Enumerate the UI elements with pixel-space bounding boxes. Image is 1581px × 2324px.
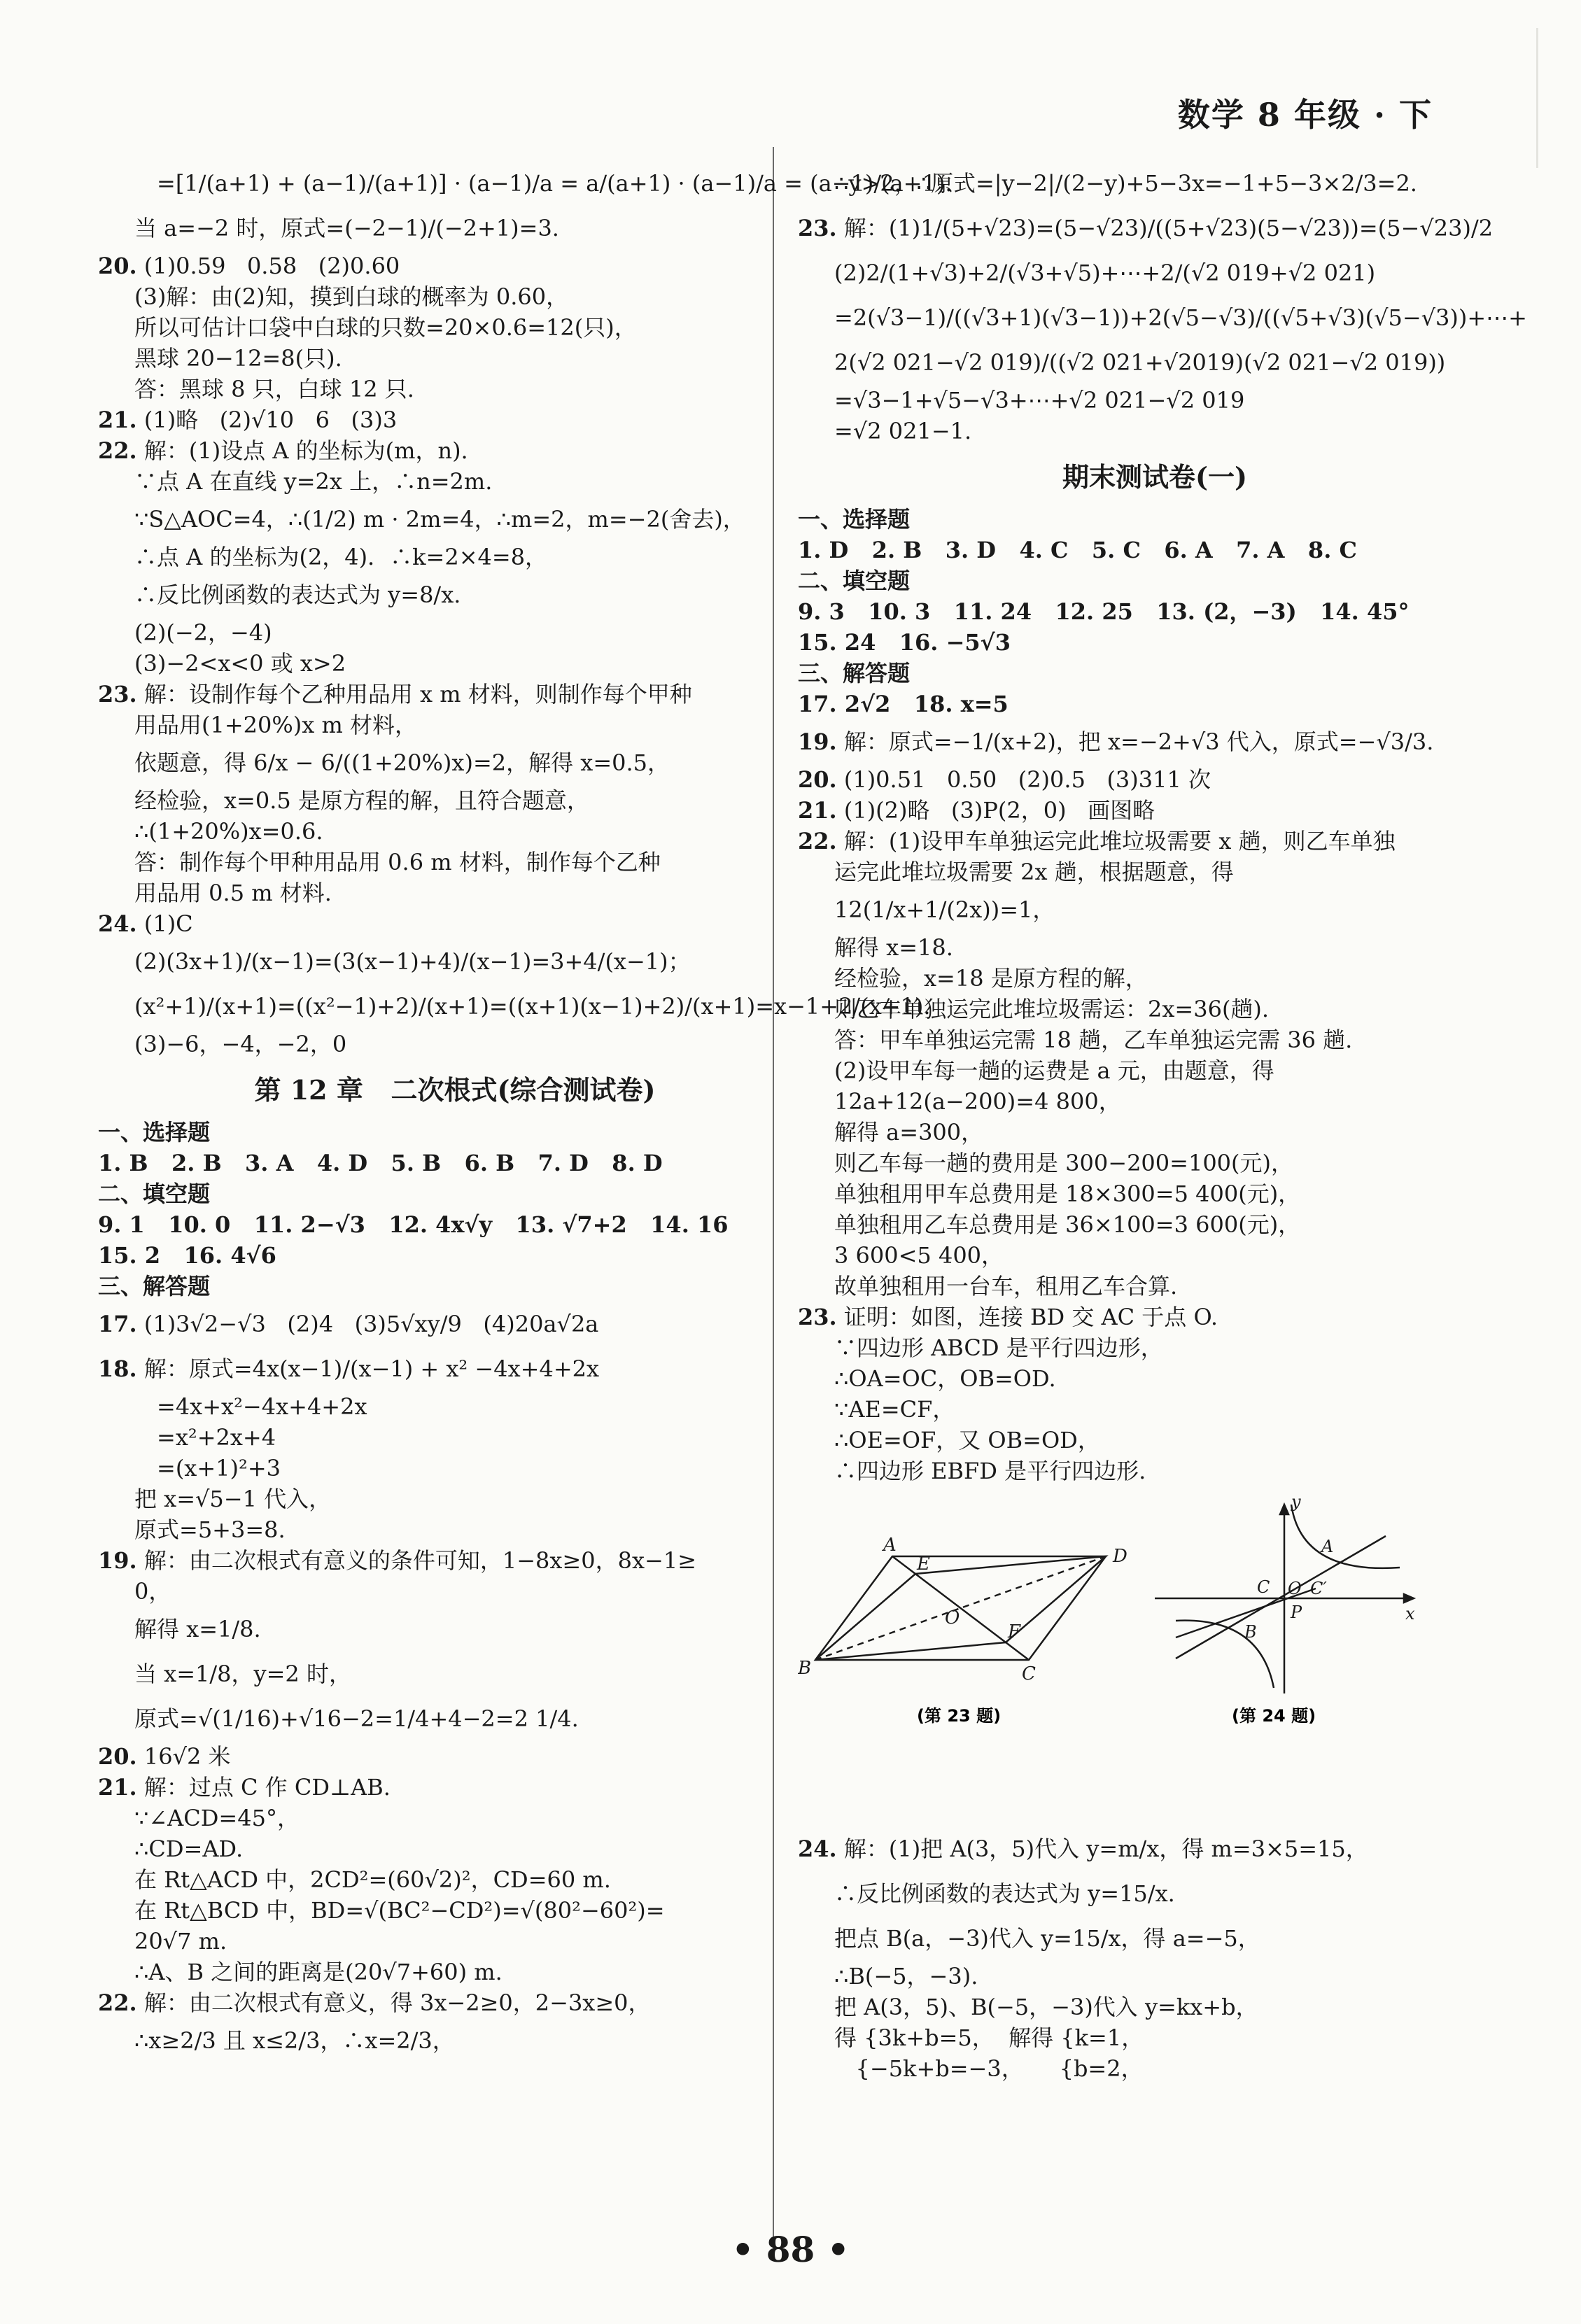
- question-number: 22.: [98, 437, 137, 464]
- text-line: [798, 1148, 1512, 1178]
- line-text: =(x+1)²+3: [157, 1455, 281, 1481]
- line-text: 所以可估计口袋中白球的只数=20×0.6=12(只)，: [134, 314, 637, 341]
- text-line: [798, 1178, 1512, 1209]
- text-line: [98, 435, 812, 466]
- line-text: 当 a=−2 时，原式=(−2−1)/(−2+1)=3.: [134, 215, 559, 241]
- text-line: [98, 1926, 812, 1957]
- line-text: 解：设制作每个乙种用品用 x m 材料，则制作每个甲种: [143, 681, 692, 707]
- line-text: ∴反比例函数的表达式为 y=8/x.: [134, 582, 461, 608]
- question-number: 22.: [98, 1990, 137, 2016]
- line-text: ∵S△AOC=4，∴(1/2) m · 2m=4，∴m=2，m=−2(舍去)，: [134, 506, 745, 533]
- line-text: 故单独租用一台车，租用乙车合算.: [834, 1273, 1178, 1300]
- text-line: [98, 542, 812, 572]
- line-text: =2(√3−1)/((√3+1)(√3−1))+2(√5−√3)/((√5+√3)(√5−√3))+⋯+: [834, 304, 1527, 331]
- figure-row: [798, 1498, 1512, 1826]
- text-line: [798, 1394, 1512, 1425]
- text-line: [798, 295, 1527, 340]
- text-line: [798, 1871, 1512, 1916]
- line-text: 黑球 20−12=8(只).: [134, 345, 342, 372]
- line-ab: [1176, 1536, 1386, 1659]
- line-text: 解：由二次根式有意义的条件可知，1−8x≥0，8x−1≥: [143, 1547, 696, 1574]
- line-text: 答：黑球 8 只，白球 12 只.: [134, 376, 414, 402]
- line-text: ∴OA=OC，OB=OD.: [834, 1365, 1056, 1392]
- line-text: 12(1/x+1/(2x))=1，: [834, 896, 1055, 923]
- text-line: [798, 1332, 1512, 1363]
- page-number: • 88 •: [731, 2229, 850, 2270]
- text-line: [98, 1240, 812, 1271]
- line-text: ∴反比例函数的表达式为 y=15/x.: [834, 1880, 1175, 1907]
- line-text: 解：由二次根式有意义，得 3x−2≥0，2−3x≥0，: [143, 1990, 651, 2016]
- text-line: [798, 1024, 1512, 1055]
- line-text: 把 A(3，5)、B(−5，−3)代入 y=kx+b，: [834, 1994, 1258, 2020]
- line-text: 2(√2 021−√2 019)/((√2 021+√2019)(√2 021−√2 019)): [834, 349, 1446, 376]
- line-text: 20√7 m.: [134, 1928, 227, 1955]
- text-line: [98, 984, 931, 1029]
- line-text: =[1/(a+1) + (a−1)/(a+1)] · (a−1)/a = a/(a+1) · (a−1)/a = (a−1)/(a+1).: [157, 170, 953, 197]
- line-text: 第 12 章 二次根式(综合测试卷): [254, 1074, 656, 1106]
- line-text: 当 x=1/8，y=2 时，: [134, 1661, 351, 1687]
- line-text: 一、选择题: [798, 506, 911, 533]
- line-text: {−5k+b=−3， {b=2，: [834, 2055, 1144, 2082]
- text-line: [98, 1422, 812, 1453]
- line-text: (1)C: [143, 910, 193, 937]
- line-text: ∵AE=CF，: [834, 1396, 955, 1423]
- line-text: =4x+x²−4x+4+2x: [157, 1393, 367, 1420]
- line-text: 15. 24 16. −5√3: [798, 629, 1011, 656]
- line-text: 解：(1)设甲车单独运完此堆垃圾需要 x 趟，则乙车单独: [843, 828, 1396, 854]
- line-text: 二、填空题: [98, 1181, 211, 1207]
- text-line: [798, 963, 1512, 994]
- text-line: [798, 1086, 1512, 1117]
- page-header: 数学 8 年级 · 下: [1177, 96, 1433, 134]
- text-line: [98, 1957, 812, 1987]
- line-text: (1)(2)略 (3)P(2，0) 画图略: [843, 797, 1155, 824]
- line-text: 三、解答题: [98, 1273, 211, 1300]
- fig24-label-y: y: [1291, 1498, 1301, 1512]
- line-text: ∵四边形 ABCD 是平行四边形，: [834, 1334, 1163, 1361]
- line-text: 单独租用乙车总费用是 36×100=3 600(元)，: [834, 1211, 1301, 1238]
- text-line: [798, 206, 1512, 251]
- question-number: 19.: [798, 728, 837, 755]
- line-text: 16√2 米: [143, 1743, 231, 1770]
- line-text: 解：(1)设点 A 的坐标为(m，n).: [143, 437, 468, 464]
- text-line: [98, 1864, 812, 1895]
- line-text: ∴CD=AD.: [134, 1836, 244, 1862]
- diagonal-ac: [892, 1556, 1029, 1660]
- line-text: 解：原式=4x(x−1)/(x−1) + x² −4x+4+2x: [143, 1355, 600, 1382]
- line-text: (1)0.51 0.50 (2)0.5 (3)311 次: [843, 766, 1211, 793]
- line-text: 12a+12(a−200)=4 800，: [834, 1088, 1121, 1115]
- text-line: [798, 1240, 1512, 1271]
- text-line: [798, 2022, 1512, 2053]
- text-line: [98, 1209, 812, 1240]
- fig24-label-p: P: [1291, 1603, 1302, 1622]
- line-text: 用品用(1+20%)x m 材料，: [134, 712, 418, 738]
- fig23-caption: (第 23 题): [917, 1706, 1002, 1726]
- text-line: [98, 648, 812, 679]
- question-number: 23.: [98, 681, 137, 707]
- text-line: [98, 404, 812, 435]
- text-line: [798, 1916, 1512, 1961]
- line-text: =√3−1+√5−√3+⋯+√2 021−√2 019: [834, 387, 1245, 414]
- line-text: 0，: [134, 1578, 171, 1605]
- text-line: [98, 679, 812, 710]
- text-line: [798, 887, 1512, 932]
- text-line: [798, 1055, 1512, 1086]
- text-line: [98, 1576, 812, 1607]
- line-text: (2)(3x+1)/(x−1)=(3(x−1)+4)/(x−1)=3+4/(x−1)；: [134, 948, 691, 975]
- text-line: [98, 908, 812, 939]
- line-text: 期末测试卷(一): [1062, 461, 1247, 493]
- line-text: 1. D 2. B 3. D 4. C 5. C 6. A 7. A 8. C: [798, 537, 1357, 563]
- text-line: [98, 497, 812, 542]
- text-line: [98, 374, 812, 404]
- text-line: [798, 689, 1512, 719]
- line-text: (2)设甲车每一趟的运费是 a 元，由题意，得: [834, 1057, 1274, 1084]
- line-text: ∴点 A 的坐标为(2，4)．∴k=2×4=8，: [134, 544, 548, 570]
- line-text: 17. 2√2 18. x=5: [798, 691, 1009, 717]
- text-line: [798, 340, 1512, 385]
- question-number: 24.: [798, 1836, 837, 1862]
- text-line: [98, 466, 812, 497]
- scan-edge: [1536, 28, 1538, 168]
- text-line: [798, 565, 1512, 596]
- line-text: 3 600<5 400，: [834, 1242, 1004, 1269]
- fig23-label-f: F: [1008, 1621, 1021, 1642]
- text-line: [798, 795, 1512, 826]
- line-text: (3)−6，−4，−2，0: [134, 1031, 347, 1057]
- text-line: [98, 1803, 812, 1833]
- line-text: ∴A、B 之间的距离是(20√7+60) m.: [134, 1959, 503, 1985]
- line-text: 解得 a=300，: [834, 1119, 984, 1146]
- line-text: 9. 1 10. 0 11. 2−√3 12. 4x√y 13. √7+2 14. 16: [98, 1211, 729, 1238]
- text-line: [98, 1652, 812, 1696]
- text-line: [98, 847, 812, 878]
- text-line: [98, 1029, 812, 1059]
- text-line: [798, 1302, 1512, 1332]
- text-line: [798, 1425, 1512, 1456]
- line-text: 在 Rt△BCD 中，BD=√(BC²−CD²)=√(80²−60²)=: [134, 1897, 665, 1924]
- line-text: (3)−2<x<0 或 x>2: [134, 650, 346, 677]
- text-line: [98, 1696, 812, 1741]
- line-text: ∵∠ACD=45°，: [134, 1805, 300, 1831]
- text-line: [98, 1607, 812, 1652]
- line-text: 单独租用甲车总费用是 18×300=5 400(元)，: [834, 1181, 1301, 1207]
- fig24-label-o: O: [1288, 1579, 1302, 1598]
- text-line: [98, 617, 812, 648]
- line-text: 二、填空题: [798, 568, 911, 594]
- text-line: [798, 1456, 1512, 1486]
- right-column: [798, 161, 1527, 2084]
- fig23-label-b: B: [798, 1658, 812, 1679]
- text-line: [98, 1545, 812, 1576]
- line-text: (x²+1)/(x+1)=((x²−1)+2)/(x+1)=((x+1)(x−1)+2)/(x+1)=x−1+2/(x+1).: [134, 993, 931, 1020]
- text-line: [798, 932, 1512, 963]
- fig24-label-a: A: [1321, 1537, 1334, 1556]
- question-number: 22.: [798, 828, 837, 854]
- line-text: 答：制作每个甲种用品用 0.6 m 材料，制作每个乙种: [134, 849, 661, 875]
- text-line: [798, 1826, 1512, 1871]
- text-line: [798, 719, 1512, 764]
- line-text: ∴四边形 EBFD 是平行四边形.: [834, 1458, 1146, 1484]
- line-text: 经检验，x=18 是原方程的解，: [834, 965, 1148, 992]
- text-line: [98, 816, 812, 847]
- text-line: [98, 1514, 812, 1545]
- text-line: [98, 1484, 812, 1514]
- line-text: 解得 x=1/8.: [134, 1616, 261, 1642]
- question-number: 20.: [98, 253, 137, 279]
- line-text: 一、选择题: [98, 1119, 211, 1146]
- text-line: [798, 161, 1512, 206]
- text-line: [798, 385, 1512, 416]
- text-line: [98, 785, 812, 816]
- text-line: [798, 1117, 1512, 1148]
- line-text: =x²+2x+4: [157, 1424, 276, 1451]
- question-number: 24.: [98, 910, 137, 937]
- fig24-caption: (第 24 题): [1232, 1706, 1316, 1726]
- question-number: 23.: [798, 1304, 837, 1330]
- line-text: =√2 021−1.: [834, 418, 972, 444]
- line-text: 得 {3k+b=5， 解得 {k=1，: [834, 2024, 1144, 2051]
- question-number: 18.: [98, 1355, 137, 1382]
- question-number: 20.: [98, 1743, 137, 1770]
- fig24-label-b: B: [1244, 1622, 1257, 1642]
- text-line: [798, 1961, 1512, 1992]
- line-text: 解：原式=−1/(x+2)，把 x=−2+√3 代入，原式=−√3/3.: [843, 728, 1434, 755]
- text-line: [98, 251, 812, 281]
- text-line: [98, 1148, 812, 1178]
- line-text: 解：(1)1/(5+√23)=(5−√23)/((5+√23)(5−√23))=(5−√23)/2: [843, 215, 1494, 241]
- line-text: 原式=√(1/16)+√16−2=1/4+4−2=2 1/4.: [134, 1705, 579, 1732]
- text-line: [98, 710, 812, 740]
- text-line: [98, 1987, 812, 2018]
- text-line: [98, 1178, 812, 1209]
- fig24-label-c-prime: C′: [1310, 1579, 1327, 1598]
- question-number: 19.: [98, 1547, 137, 1574]
- line-text: 运完此堆垃圾需要 2x 趟，根据题意，得: [834, 859, 1234, 885]
- line-text: ∴OE=OF，又 OB=OD，: [834, 1427, 1100, 1453]
- text-line: [98, 161, 953, 206]
- text-line: [98, 939, 812, 984]
- fig23-label-a: A: [883, 1535, 897, 1556]
- line-text: 9. 3 10. 3 11. 24 12. 25 13. (2，−3) 14. 45°: [798, 598, 1410, 625]
- line-text: (2)2/(1+√3)+2/(√3+√5)+⋯+2/(√2 019+√2 021): [834, 260, 1376, 286]
- line-text: 1. B 2. B 3. A 4. D 5. B 6. B 7. D 8. D: [98, 1150, 663, 1176]
- text-line: [798, 446, 1512, 504]
- line-text: 答：甲车单独运完需 18 趟，乙车单独运完需 36 趟.: [834, 1027, 1353, 1053]
- text-line: [798, 251, 1512, 295]
- text-line: [98, 1302, 812, 1346]
- line-text: ∴(1+20%)x=0.6.: [134, 818, 323, 845]
- line-text: 三、解答题: [798, 660, 911, 686]
- line-text: 解：(1)把 A(3，5)代入 y=m/x，得 m=3×5=15，: [843, 1836, 1368, 1862]
- text-line: [98, 572, 812, 617]
- text-line: [98, 878, 812, 908]
- line-text: 把 x=√5−1 代入，: [134, 1486, 332, 1512]
- question-number: 21.: [98, 407, 137, 433]
- fig24-label-x: x: [1405, 1604, 1415, 1624]
- line-text: ∴x≥2/3 且 x≤2/3，∴x=2/3，: [134, 2027, 455, 2054]
- question-number: 23.: [798, 215, 837, 241]
- line-text: 则乙车每一趟的费用是 300−200=100(元)，: [834, 1150, 1294, 1176]
- text-line: [98, 1059, 812, 1117]
- text-line: [798, 994, 1512, 1024]
- line-text: 经检验，x=0.5 是原方程的解，且符合题意，: [134, 787, 589, 814]
- text-line: [798, 1363, 1512, 1394]
- figure-24: [1155, 1505, 1414, 1693]
- text-line: [98, 1453, 812, 1484]
- figure-23: [815, 1556, 1106, 1660]
- text-line: [98, 281, 812, 312]
- text-line: [798, 857, 1512, 887]
- line-text: 在 Rt△ACD 中，2CD²=(60√2)²，CD=60 m.: [134, 1866, 611, 1893]
- line-text: (1)0.59 0.58 (2)0.60: [143, 253, 400, 279]
- question-number: 17.: [98, 1311, 137, 1337]
- line-text: 证明：如图，连接 BD 交 AC 于点 O.: [843, 1304, 1218, 1330]
- text-line: [98, 1271, 812, 1302]
- fig23-label-e: E: [917, 1554, 930, 1575]
- question-number: 21.: [98, 1774, 137, 1801]
- text-line: [798, 1271, 1512, 1302]
- figures-svg: [798, 1498, 1498, 1826]
- line-text: ∴y>2，∴原式=|y−2|/(2−y)+5−3x=−1+5−3×2/3=2.: [834, 170, 1417, 197]
- text-line: [98, 343, 812, 374]
- line-text: ∵点 A 在直线 y=2x 上，∴n=2m.: [134, 468, 493, 495]
- line-text: 则乙车单独运完此堆垃圾需运：2x=36(趟).: [834, 996, 1270, 1022]
- fig23-label-o: O: [945, 1607, 960, 1628]
- line-text: (3)解：由(2)知，摸到白球的概率为 0.60，: [134, 283, 569, 310]
- text-line: [798, 764, 1512, 795]
- line-text: 依题意，得 6/x − 6/((1+20%)x)=2，解得 x=0.5，: [134, 749, 670, 776]
- text-line: [798, 596, 1512, 627]
- line-text: (2)(−2，−4): [134, 619, 272, 646]
- text-line: [98, 1346, 812, 1391]
- line-text: 用品用 0.5 m 材料.: [134, 880, 332, 906]
- text-line: [798, 658, 1512, 689]
- text-line: [798, 2053, 1512, 2084]
- line-text: (1)3√2−√3 (2)4 (3)5√xy/9 (4)20a√2a: [143, 1311, 599, 1337]
- y-axis-arrow: [1280, 1505, 1288, 1514]
- fig24-label-c: C: [1257, 1577, 1270, 1597]
- line-text: ∴B(−5，−3).: [834, 1963, 978, 1990]
- text-line: [798, 504, 1512, 535]
- question-number: 20.: [798, 766, 837, 793]
- text-line: [98, 1833, 812, 1864]
- line-text: (1)略 (2)√10 6 (3)3: [143, 407, 398, 433]
- fig23-label-d: D: [1113, 1546, 1127, 1567]
- text-line: [798, 416, 1512, 446]
- text-line: [98, 2018, 812, 2063]
- x-axis-arrow: [1404, 1594, 1414, 1603]
- text-line: [98, 1117, 812, 1148]
- text-line: [98, 1772, 812, 1803]
- text-line: [98, 740, 812, 785]
- text-line: [98, 312, 812, 343]
- text-line: [798, 535, 1512, 565]
- line-text: 解：过点 C 作 CD⊥AB.: [143, 1774, 391, 1801]
- text-line: [98, 1391, 812, 1422]
- line-text: 原式=5+3=8.: [134, 1516, 286, 1543]
- text-line: [798, 627, 1512, 658]
- text-line: [798, 1992, 1512, 2022]
- question-number: 21.: [798, 797, 837, 824]
- text-line: [98, 1895, 812, 1926]
- fig23-label-c: C: [1022, 1663, 1036, 1684]
- text-line: [798, 826, 1512, 857]
- text-line: [798, 1209, 1512, 1240]
- text-line: [98, 1741, 812, 1772]
- line-text: 解得 x=18.: [834, 934, 953, 961]
- line-text: 把点 B(a，−3)代入 y=15/x，得 a=−5，: [834, 1925, 1260, 1952]
- text-line: [98, 206, 812, 251]
- line-text: 15. 2 16. 4√6: [98, 1242, 276, 1269]
